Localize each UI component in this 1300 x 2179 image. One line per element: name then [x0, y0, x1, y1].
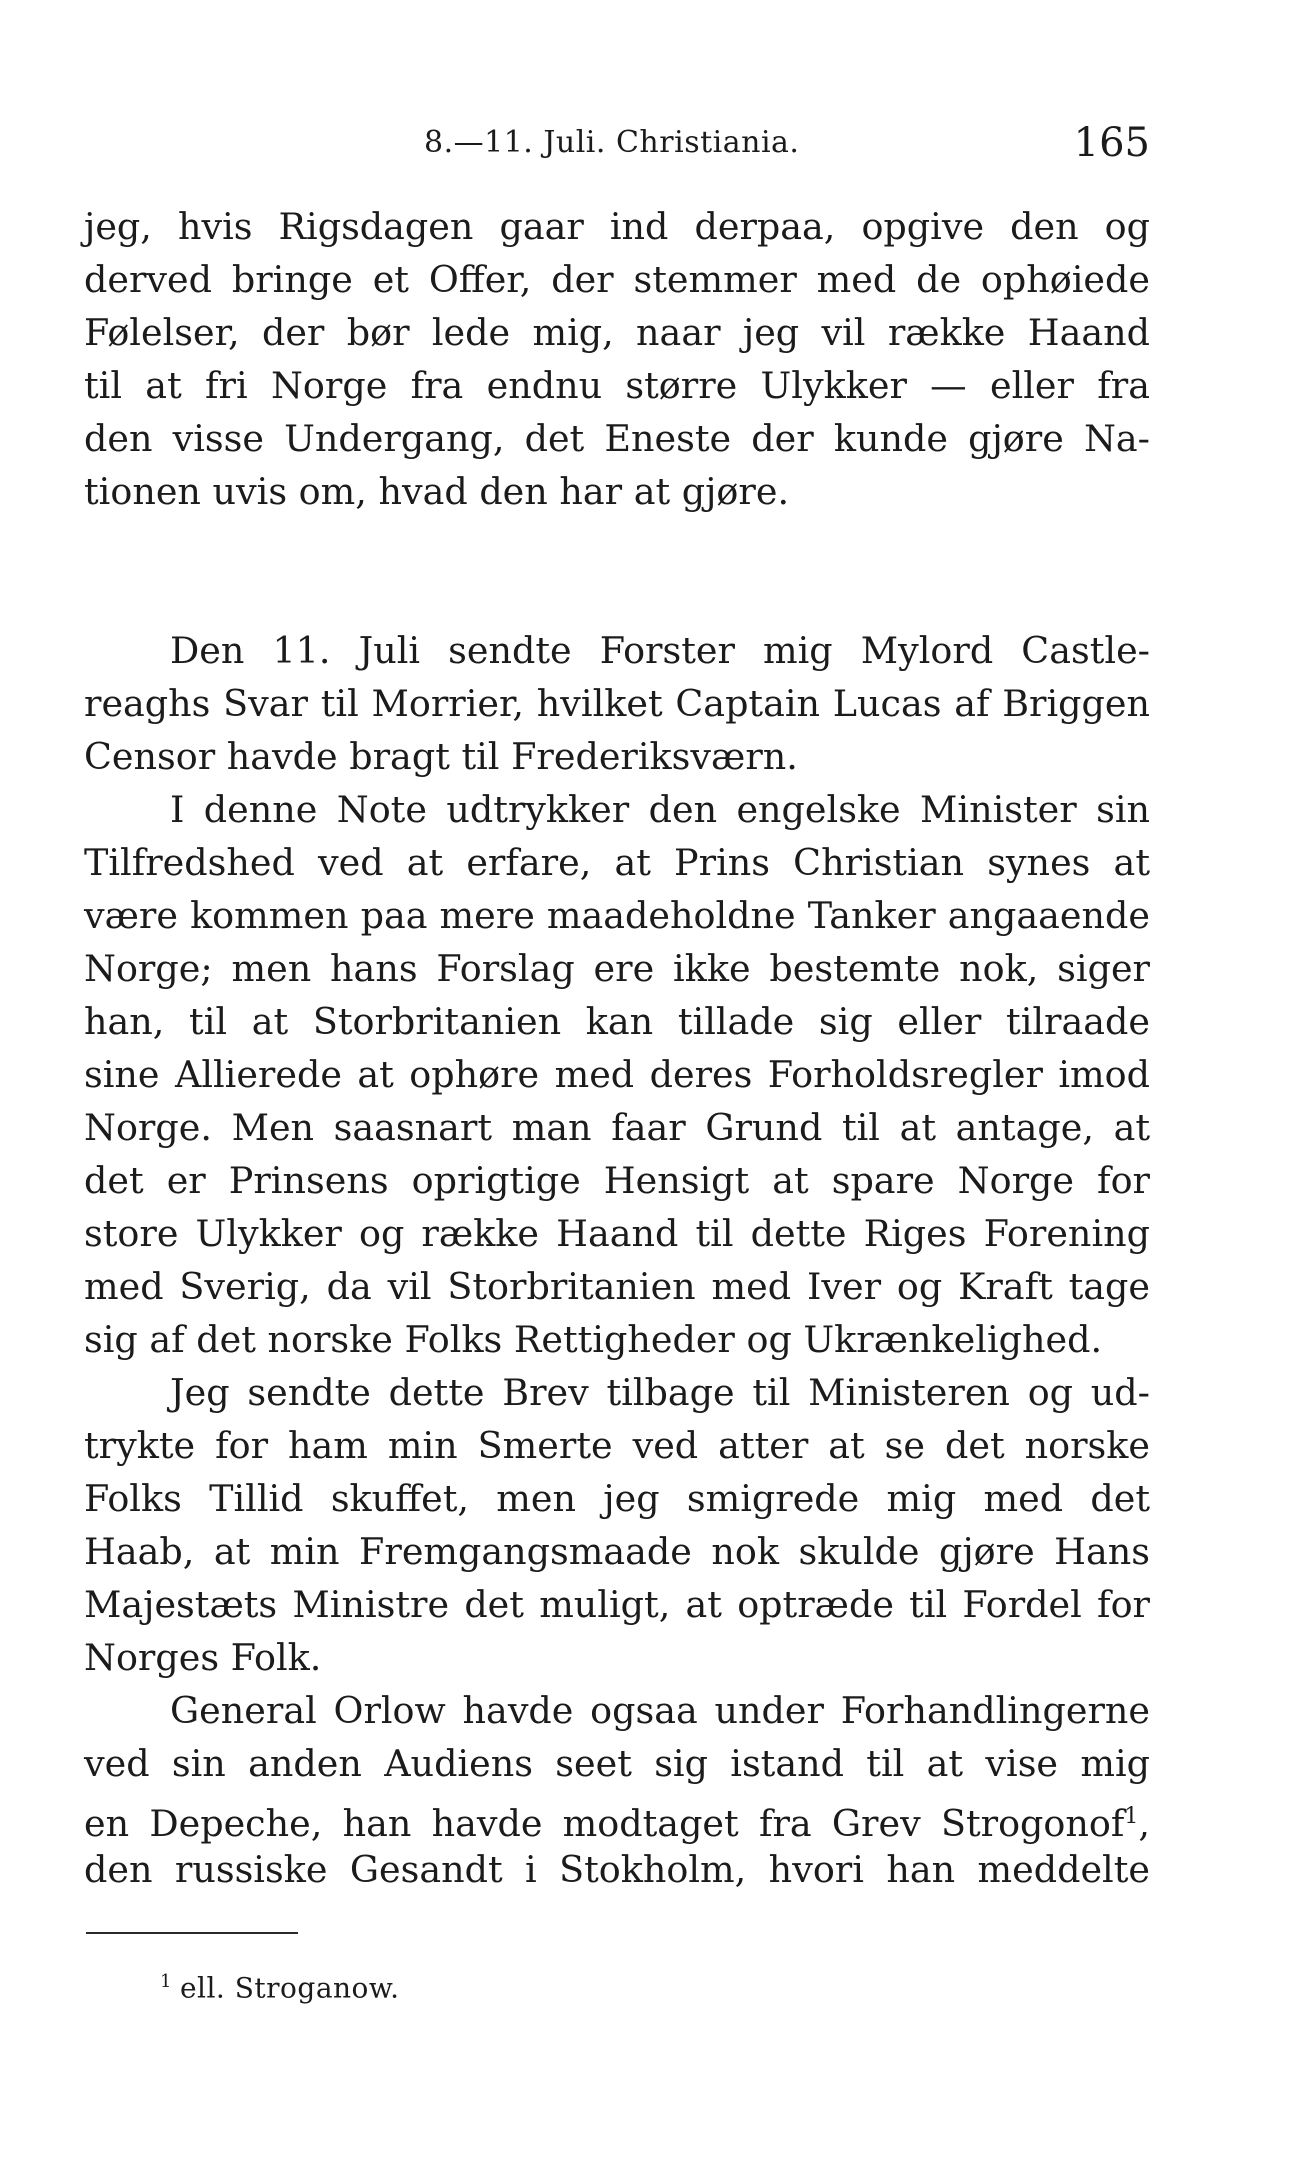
text-line: Haab, at min Fremgangsmaade nok skulde gjøre Hans — [84, 1530, 1150, 1573]
text-line: være kommen paa mere maadeholdne Tanker angaaende — [84, 894, 1150, 937]
text-line: derved bringe et Offer, der stemmer med de ophøiede — [84, 258, 1150, 301]
text-line: I denne Note udtrykker den engelske Minister sin — [170, 788, 1150, 831]
footnote-marker: 1 — [160, 1971, 172, 1992]
text-line: trykte for ham min Smerte ved atter at se det norske — [84, 1424, 1150, 1467]
text-line: store Ulykker og række Haand til dette Riges Forening — [84, 1212, 1150, 1255]
text-line: Jeg sendte dette Brev tilbage til Ministeren og ud- — [170, 1371, 1150, 1414]
text-line: Norge; men hans Forslag ere ikke bestemte nok, siger — [84, 947, 1150, 990]
text-line: til at fri Norge fra endnu større Ulykker — eller fra — [84, 364, 1150, 407]
text-line: han, til at Storbritanien kan tillade sig eller tilraade — [84, 1000, 1150, 1043]
footnote-text: ell. Stroganow. — [179, 1971, 400, 2005]
text-line: Censor havde bragt til Frederiksværn. — [84, 735, 798, 778]
text-line: den visse Undergang, det Eneste der kunde gjøre Na- — [84, 417, 1150, 460]
text-line: sig af det norske Folks Rettigheder og Ukrænkelighed. — [84, 1318, 1103, 1361]
text-line: jeg, hvis Rigsdagen gaar ind derpaa, opgive den og — [84, 205, 1150, 248]
footnote-reference: 1 — [1124, 1804, 1139, 1829]
text-segment: en Depeche, han havde modtaget fra Grev Strogonof — [84, 1802, 1125, 1846]
text-line: Norge. Men saasnart man faar Grund til at antage, at — [84, 1106, 1150, 1149]
text-line: Følelser, der bør lede mig, naar jeg vil række Haand — [84, 311, 1150, 354]
main-text-block — [84, 624, 1150, 1896]
text-line: ved sin anden Audiens seet sig istand til at vise mig — [84, 1742, 1150, 1785]
text-line: Folks Tillid skuffet, men jeg smigrede mig med det — [84, 1477, 1150, 1520]
text-line: Majestæts Ministre det muligt, at optræde til Fordel for — [84, 1583, 1150, 1626]
text-line: Tilfredshed ved at erfare, at Prins Christian synes at — [84, 841, 1150, 884]
text-line: tionen uvis om, hvad den har at gjøre. — [84, 470, 790, 513]
text-line: med Sverig, da vil Storbritanien med Iver og Kraft tage — [84, 1265, 1150, 1308]
text-line: det er Prinsens oprigtige Hensigt at spare Norge for — [84, 1159, 1150, 1202]
running-head-title: 8.—11. Juli. Christiania. — [424, 125, 800, 160]
text-line: General Orlow havde ogsaa under Forhandlingerne — [170, 1689, 1150, 1732]
running-head — [84, 118, 1150, 168]
text-segment: , — [1138, 1802, 1150, 1846]
page-number: 165 — [1073, 120, 1150, 166]
text-line: den russiske Gesandt i Stokholm, hvori han meddelte — [84, 1848, 1150, 1891]
footnote-divider — [86, 1932, 298, 1934]
text-line: sine Allierede at ophøre med deres Forholdsregler imod — [84, 1053, 1150, 1096]
text-line: reaghs Svar til Morrier, hvilket Captain Lucas af Briggen — [84, 682, 1150, 725]
text-line: Norges Folk. — [84, 1636, 322, 1679]
paragraph-continuation — [84, 200, 1150, 518]
footnote — [160, 1962, 399, 2008]
text-line-with-footnote-ref — [84, 1790, 1150, 1846]
text-line: Den 11. Juli sendte Forster mig Mylord Castle- — [170, 629, 1150, 672]
